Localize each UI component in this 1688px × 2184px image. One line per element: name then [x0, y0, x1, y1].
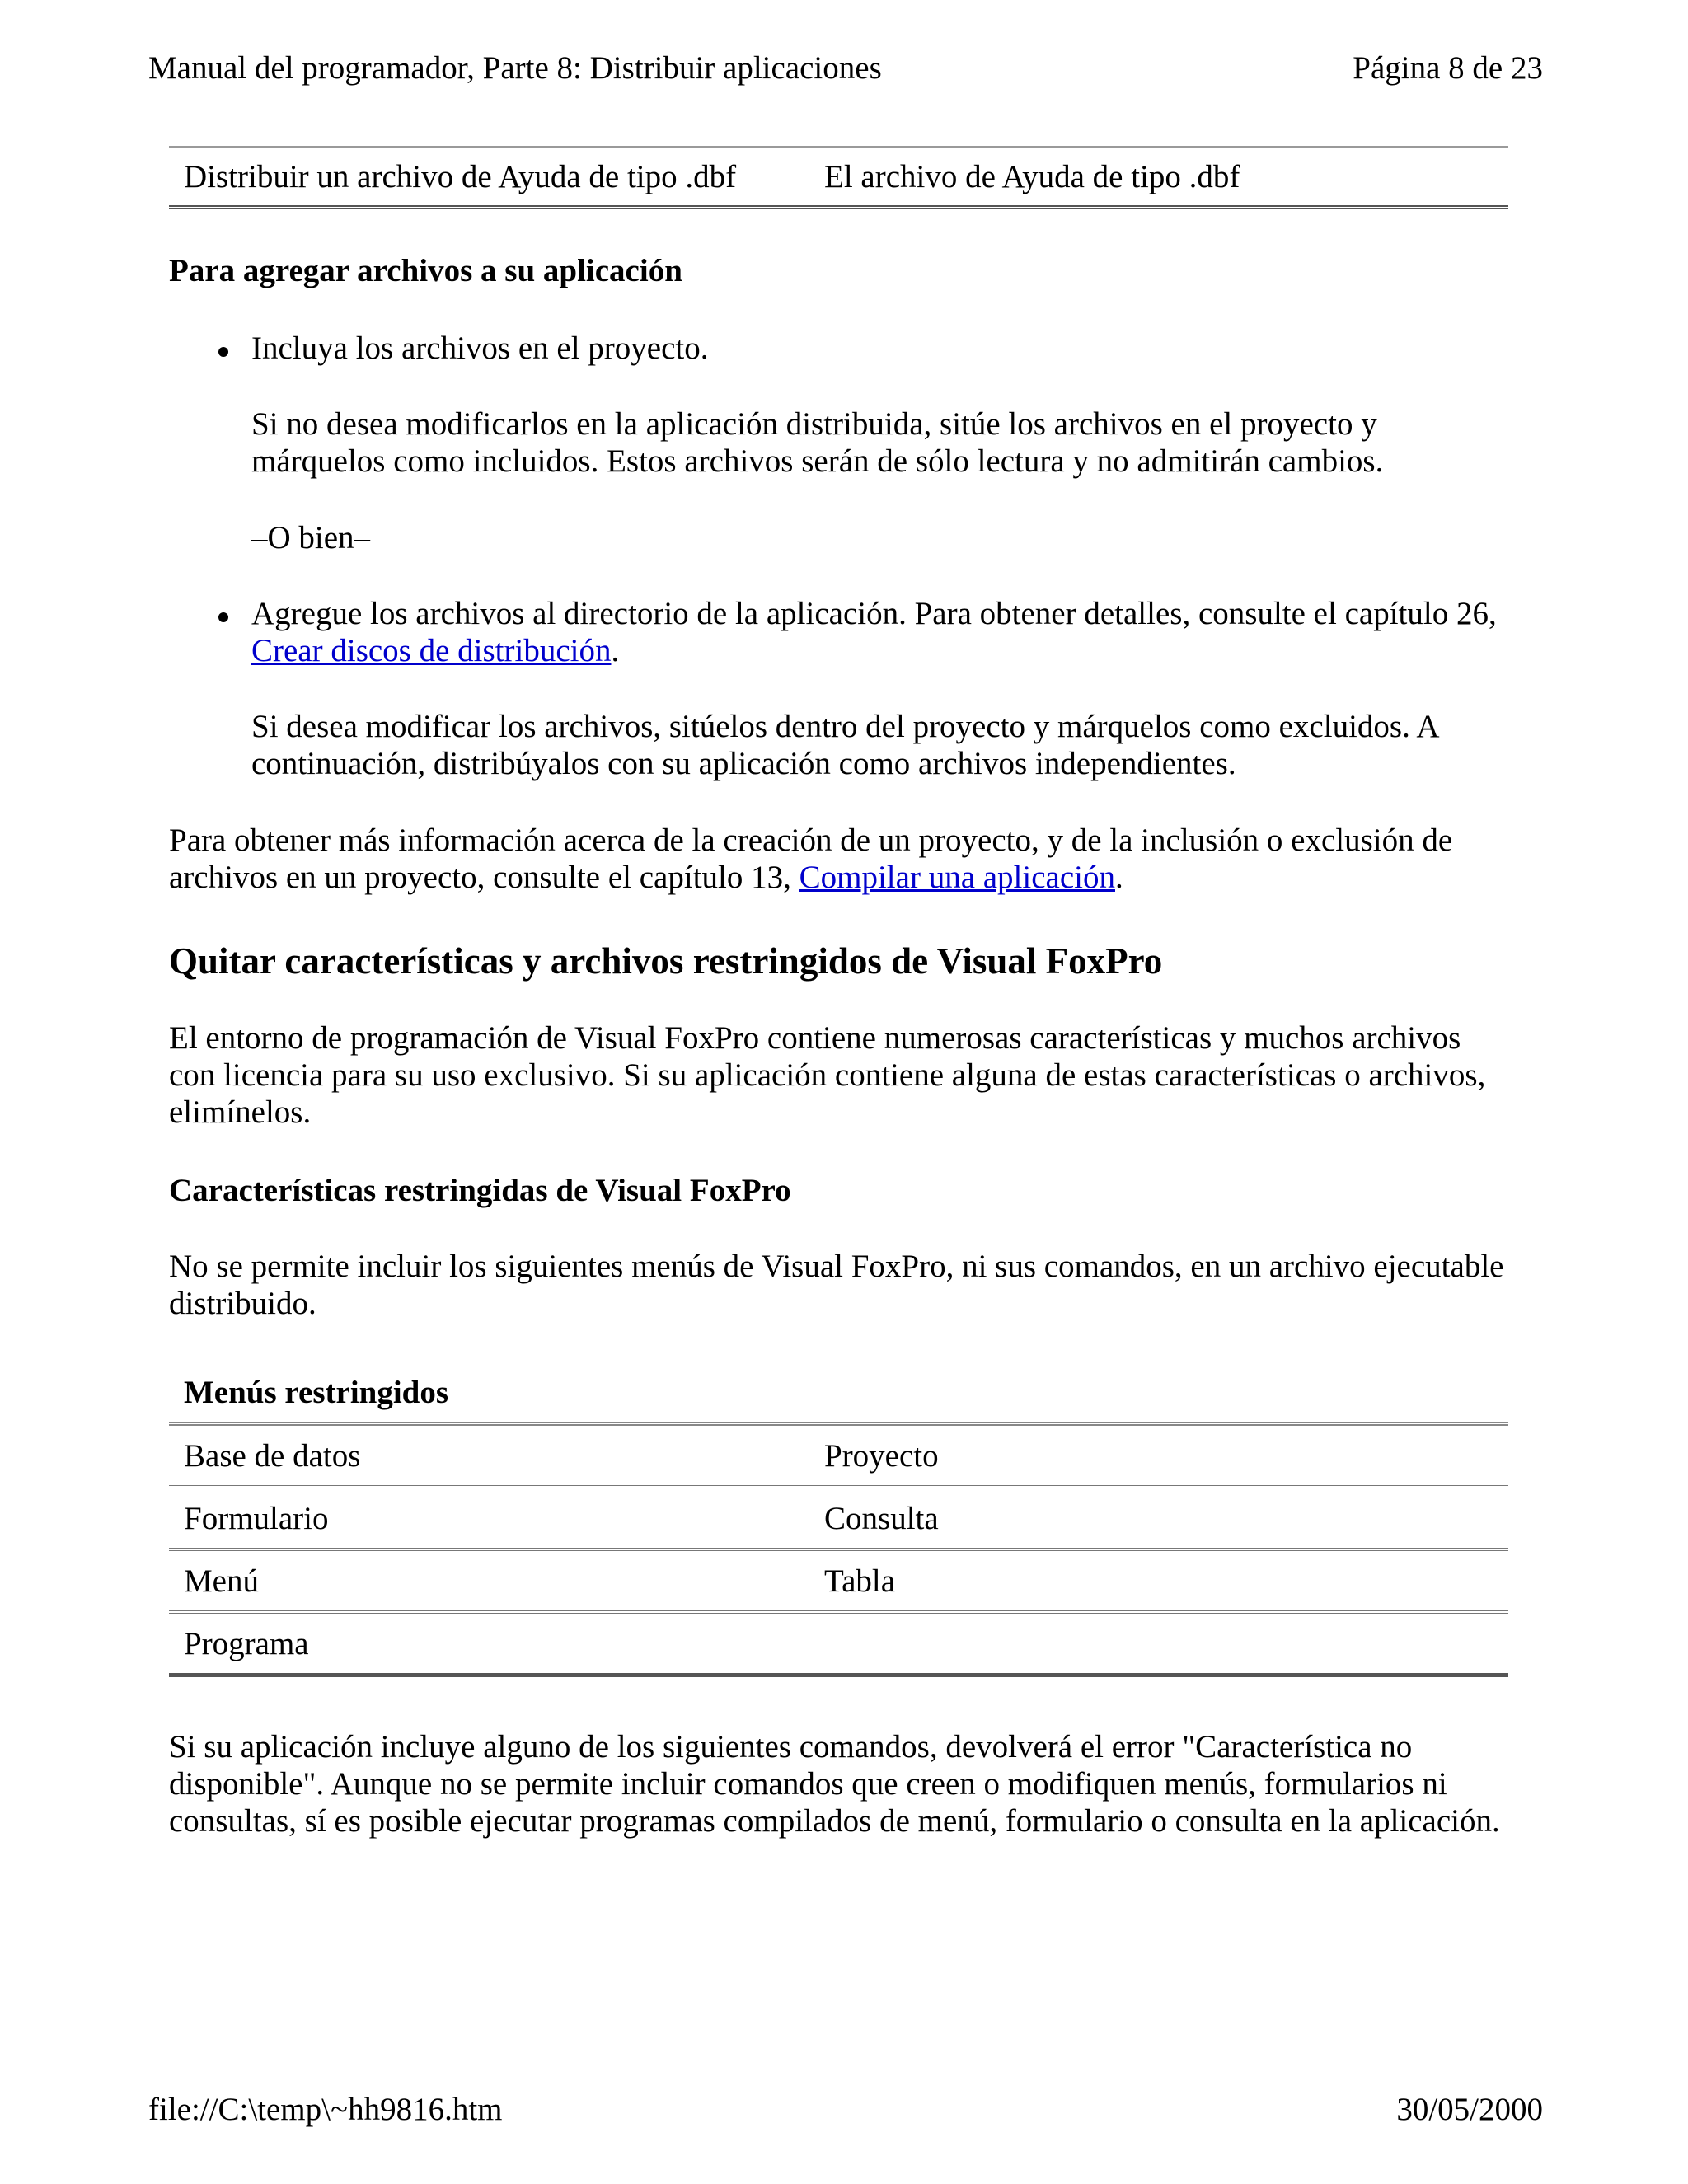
table-cell: Consulta — [824, 1501, 939, 1536]
text-run: . — [611, 633, 620, 668]
paragraph — [169, 822, 1508, 896]
link-compilar-aplicacion[interactable]: Compilar una aplicación — [799, 860, 1115, 895]
table-row — [169, 1551, 1508, 1614]
bullet-icon — [218, 612, 228, 622]
link-crear-discos[interactable]: Crear discos de distribución — [251, 633, 612, 668]
paragraph: No se permite incluir los siguientes menús de Visual FoxPro, ni sus comandos, en un archivo ejecutable distribuido. — [169, 1249, 1504, 1321]
table-row — [169, 1488, 1508, 1551]
paragraph: Si su aplicación incluye alguno de los siguientes comandos, devolverá el error "Característica no disponible". Aunque no se permite incluir comandos que creen o modifiquen menús, formularios ni consultas, sí es posible ejecutar programas compilados de menú, formulario o consulta en la aplicación. — [169, 1729, 1500, 1839]
bullet-icon — [218, 347, 228, 357]
table-cell: El archivo de Ayuda de tipo .dbf — [824, 159, 1240, 194]
table-row — [169, 1426, 1508, 1488]
table-row — [169, 148, 1508, 209]
paragraph: Si desea modificar los archivos, sitúelos dentro del proyecto y márquelos como excluidos. A continuación, distribúyalos con su aplicación como archivos independientes. — [251, 709, 1438, 781]
bullet-text: Incluya los archivos en el proyecto. — [251, 330, 709, 366]
text-run: Para obtener más información acerca de la creación de un proyecto, y de la inclusión o exclusión de archivos en un proyecto, consulte el capítulo 13, — [169, 823, 1453, 895]
table-cell: Formulario — [184, 1501, 329, 1536]
table-cell: Programa — [184, 1626, 309, 1661]
print-date: 30/05/2000 — [1396, 2092, 1543, 2127]
restricted-menus-table — [169, 1374, 1508, 1677]
table-header-label: Menús restringidos — [184, 1375, 449, 1410]
table-header — [169, 1374, 1508, 1426]
bullet-text — [251, 595, 1508, 669]
text-run: Agregue los archivos al directorio de la aplicación. Para obtener detalles, consulte el capítulo 26, — [251, 596, 1497, 631]
page-header-title: Manual del programador, Parte 8: Distribuir aplicaciones — [148, 50, 882, 86]
section-heading: Para agregar archivos a su aplicación — [169, 253, 682, 288]
table-cell: Distribuir un archivo de Ayuda de tipo .dbf — [184, 159, 737, 194]
table-row — [169, 1614, 1508, 1677]
section-title: Quitar características y archivos restringidos de Visual FoxPro — [169, 940, 1163, 982]
table-cell: Menú — [184, 1563, 259, 1599]
file-table — [169, 146, 1508, 209]
table-cell: Base de datos — [184, 1438, 361, 1474]
text-run: . — [1115, 860, 1123, 895]
or-separator: –O bien– — [251, 520, 371, 555]
file-path: file://C:\temp\~hh9816.htm — [148, 2092, 503, 2127]
table-cell: Tabla — [824, 1563, 896, 1599]
paragraph: El entorno de programación de Visual FoxPro contiene numerosas características y muchos archivos con licencia para su uso exclusivo. Si su aplicación contiene alguna de estas características o archivos, elimínelos. — [169, 1020, 1486, 1130]
page-number: Página 8 de 23 — [1353, 50, 1543, 86]
paragraph: Si no desea modificarlos en la aplicación distribuida, sitúe los archivos en el proyecto y márquelos como incluidos. Estos archivos serán de sólo lectura y no admitirán cambios. — [251, 406, 1384, 479]
subsection-heading: Características restringidas de Visual FoxPro — [169, 1173, 791, 1208]
table-cell: Proyecto — [824, 1438, 939, 1474]
